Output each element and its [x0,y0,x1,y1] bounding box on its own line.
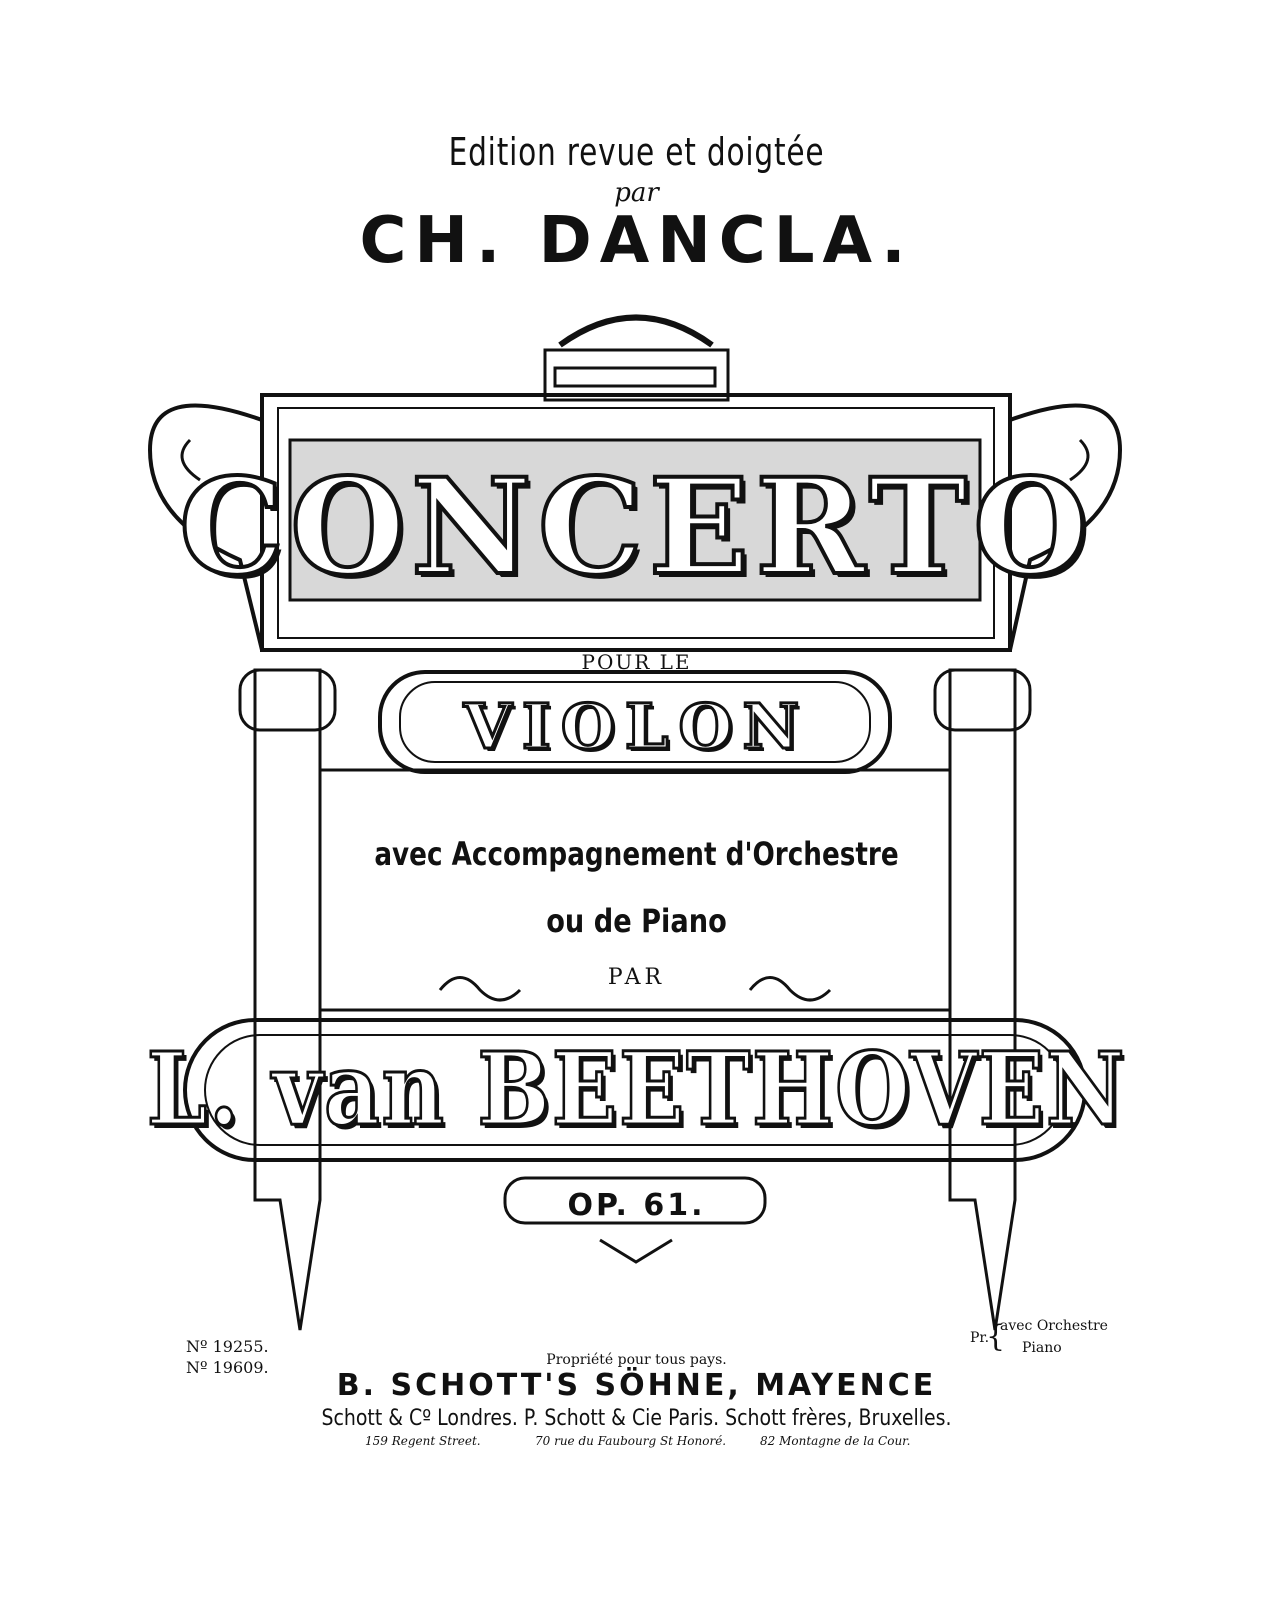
par-label: par [614,178,659,208]
address-brussels: 82 Montagne de la Cour. [760,1434,911,1448]
price-piano: Piano [1022,1340,1062,1356]
editor-name: CH. DANCLA. [359,204,914,278]
edition-line: Edition revue et doigtée [448,130,825,174]
opus-number: OP. 61. [567,1188,706,1223]
brace-glyph: { [986,1319,1006,1354]
publisher-name: B. SCHOTT'S SÖHNE, MAYENCE [336,1368,937,1403]
composer-name: L. van BEETHOVEN [146,1030,1127,1148]
par-label-2: PAR [607,965,666,990]
left-pillar [255,670,320,1330]
property-notice: Propriété pour tous pays. [546,1352,727,1368]
right-pillar [950,670,1015,1330]
plate-number-1: Nº 19255. [186,1337,269,1356]
title-concerto: CONCERTO [179,450,1094,605]
publisher-branches: Schott & Cº Londres. P. Schott & Cie Paris. Schott frères, Bruxelles. [321,1406,952,1431]
accompaniment-line: avec Accompagnement d'Orchestre [374,835,899,873]
pour-le-label: POUR LE [581,650,692,674]
price-orchestre: avec Orchestre [1000,1318,1108,1334]
plate-number-2: Nº 19609. [186,1358,269,1377]
address-london: 159 Regent Street. [365,1434,481,1448]
address-paris: 70 rue du Faubourg St Honoré. [535,1434,727,1448]
crown-ornament [560,318,712,346]
instrument-violon: VIOLON [463,690,810,763]
price-label: Pr. [970,1330,990,1346]
piano-line: ou de Piano [546,902,727,940]
